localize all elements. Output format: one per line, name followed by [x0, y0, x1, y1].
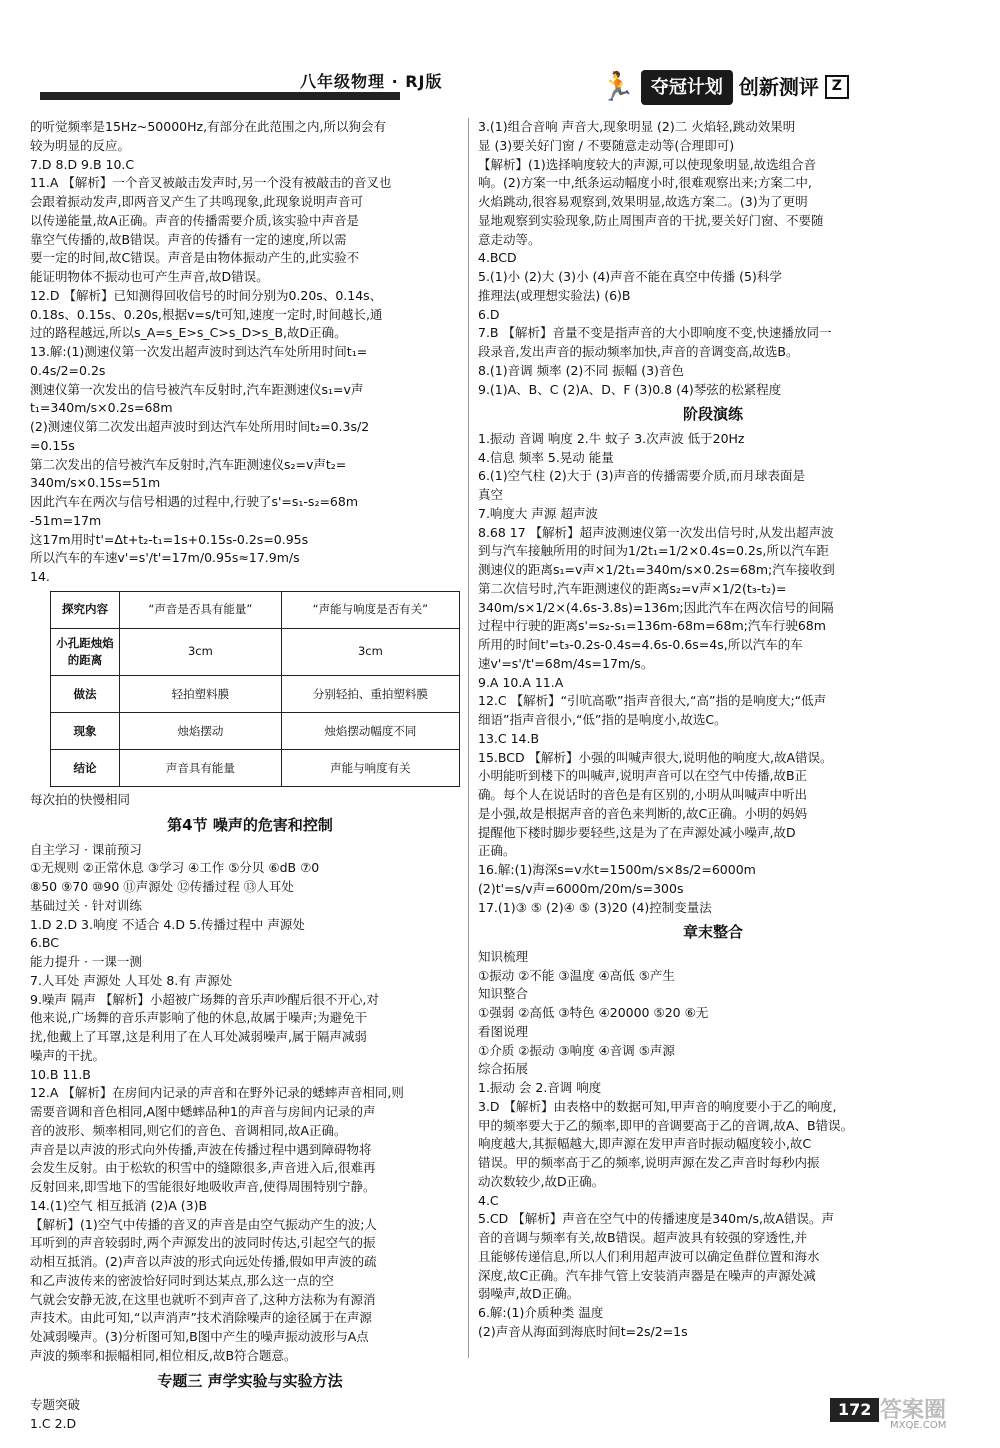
answer-line: =0.15s [30, 437, 75, 453]
answer-line: (2)声音从海面到海底时间t=2s/2=1s [478, 1323, 688, 1339]
brand-z-icon: Z [825, 75, 849, 99]
answer-line: 6.BC [30, 935, 60, 951]
table-cell: 烛焰摆动 [120, 713, 282, 750]
answer-line: 动相互抵消。(2)声音以声波的形式向远处传播,假如甲声波的疏 [30, 1254, 377, 1269]
page-number: 172 [830, 1398, 879, 1422]
answer-line: 3.D 【解析】由表格中的数据可知,甲声音的响度要小于乙的响度, [478, 1098, 837, 1114]
answer-line: (2)测速仪第二次发出超声波时到达汽车处所用时间t₂=0.3s/2 [30, 419, 370, 434]
answer-line: 13.解:(1)测速仪第一次发出超声波时到达汽车处所用时间t₁= [30, 344, 368, 359]
answer-line: ①无规则 ②正常休息 ③学习 ④工作 ⑤分贝 ⑥dB ⑦0 [30, 860, 320, 876]
answer-line: 甲的频率要大于乙的频率,即甲的音调要高于乙的音调,故A、B错误。 [478, 1117, 854, 1133]
left-answers-part3 [30, 841, 470, 1366]
section-title-summary: 章末整合 [682, 923, 743, 942]
answer-line: 3.(1)组合音响 声音大,现象明显 (2)二 火焰轻,跳动效果明 [478, 119, 796, 134]
answer-line: 弱噪声,故D正确。 [478, 1286, 580, 1302]
brand-name: 夺冠计划 [641, 70, 733, 105]
answer-line: 13.C 14.B [478, 730, 540, 746]
table-cell: 3cm [281, 628, 459, 676]
left-answers-part1 [30, 118, 470, 587]
table-cell: 探究内容 [51, 591, 120, 628]
section-title-practice: 阶段演练 [682, 405, 743, 424]
answer-line: t₁=340m/s×0.2s=68m [30, 400, 173, 416]
table-cell: 现象 [51, 713, 120, 750]
answer-line: 扰,他戴上了耳罩,这是利用了在人耳处减弱噪声,属于隔声减弱 [30, 1029, 367, 1044]
answer-line: 且能够传递信息,所以人们利用超声波可以确定鱼群位置和海水 [478, 1248, 820, 1264]
watermark-url: MXQE.COM [890, 1420, 947, 1431]
answer-line: 10.B 11.B [30, 1066, 91, 1082]
answer-line: 火焰跳动,很容易观察到,效果明显,故选方案二。(3)为了更明 [478, 194, 808, 209]
answer-line: 9.噪声 隔声 【解析】小超被广场舞的音乐声吵醒后很不开心,对 [30, 991, 379, 1007]
table-cell: 烛焰摆动幅度不同 [281, 713, 459, 750]
answer-line: 1.C 2.D [30, 1415, 77, 1431]
table-cell: 声能与响度有关 [281, 750, 459, 787]
answer-line: 过程中行驶的距离s'=s₂-s₁=136m-68m=68m;汽车行驶68m [478, 618, 826, 634]
answer-line: 能证明物体不振动也可产生声音,故D错误。 [30, 269, 269, 284]
answer-line: 1.振动 会 2.音调 响度 [478, 1080, 602, 1095]
answer-line: 测速仪的距离s₁=v声×1/2t₁=340m/s×0.2s=68m;汽车接收到 [478, 562, 835, 577]
answer-line: 340m/s×1/2×(4.6s-3.8s)=136m;因此汽车在两次信号的间隔 [478, 599, 834, 615]
table-cell: 做法 [51, 676, 120, 713]
brand-subtitle: 创新测评 [738, 75, 819, 99]
answer-line: 第二次信号时,汽车距测速仪的距离s₂=v声×1/2(t₃-t₂)= [478, 580, 787, 596]
answer-line: 正确。 [478, 843, 516, 859]
answer-line: 12.D 【解析】已知测得回收信号的时间分别为0.20s、0.14s、 [30, 287, 383, 303]
answer-line: 15.BCD 【解析】小强的叫喊声很大,说明他的响度大,故A错误。 [478, 749, 833, 765]
experiment-table [50, 591, 460, 788]
answer-line: 能力提升 · 一课一测 [30, 954, 142, 969]
answer-line: ①振动 ②不能 ③温度 ④高低 ⑤产生 [478, 967, 675, 983]
answer-line: 自主学习 · 课前预习 [30, 841, 142, 857]
answer-line: 深度,故C正确。汽车排气管上安装消声器是在噪声的声源处减 [478, 1267, 816, 1283]
answer-line: 7.D 8.D 9.B 10.C [30, 156, 135, 172]
answer-line: ①介质 ②振动 ③响度 ④音调 ⑤声源 [478, 1042, 675, 1058]
answer-line: 提醒他下楼时脚步要轻些,这是为了在声源处减小噪声,故D [478, 824, 796, 840]
answer-line: (2)t'=s/v声=6000m/20m/s=300s [478, 880, 684, 896]
answer-line: ⑧50 ⑨70 ⑩90 ⑪声源处 ⑫传播过程 ⑬人耳处 [30, 879, 294, 894]
answer-line: 【解析】(1)选择响度较大的声源,可以使现象明显,故选组合音 [478, 156, 817, 172]
page-header [0, 60, 1000, 112]
section-title-noise: 第4节 噪声的危害和控制 [167, 816, 333, 834]
right-answers-part2 [478, 430, 948, 918]
answer-line: 14.(1)空气 相互抵消 (2)A (3)B [30, 1197, 208, 1213]
answer-line: 意走动等。 [478, 231, 541, 247]
answer-line: 6.D [478, 306, 500, 322]
answer-line: 16.解:(1)海深s=v水t=1500m/s×8s/2=6000m [478, 862, 756, 877]
answer-line: 声波的频率和振幅相同,相位相反,故B符合题意。 [30, 1347, 297, 1363]
answer-line: 0.18s、0.15s、0.20s,根据v=s/t可知,速度一定时,时间越长,通 [30, 306, 383, 322]
answer-line: 真空 [478, 487, 504, 502]
brand-logo [600, 66, 849, 108]
answer-line: 和乙声波传来的密波恰好同时到达某点,那么这一点的空 [30, 1272, 334, 1288]
answer-line: 响。(2)方案一中,纸条运动幅度小时,很难观察出来;方案二中, [478, 175, 812, 191]
answer-line: 14. [30, 569, 50, 584]
right-answers-part1 [478, 118, 948, 399]
answer-line: 这17m用时t'=Δt+t₂-t₁=1s+0.15s-0.2s=0.95s [30, 531, 309, 547]
answer-line: 会发生反射。由于松软的积雪中的缝隙很多,声音进入后,很难再 [30, 1160, 376, 1176]
answer-line: 会跟着振动发声,即两音叉产生了共鸣现象,此现象说明声音可 [30, 194, 363, 209]
table-cell: “声音是否具有能量” [120, 591, 282, 628]
answer-line: 确。每个人在说话时的音色是有区别的,小明从叫喊声中听出 [478, 787, 807, 802]
answer-line: 因此汽车在两次与信号相遇的过程中,行驶了s'=s₁-s₂=68m [30, 494, 359, 509]
answer-line: 音的波形、频率相同,则它们的音色、音调相同,故A正确。 [30, 1122, 347, 1138]
answer-line: 基础过关 · 针对训练 [30, 897, 142, 913]
answer-line: 9.(1)A、B、C (2)A、D、F (3)0.8 (4)琴弦的松紧程度 [478, 381, 782, 397]
answer-line: 知识整合 [478, 986, 529, 1002]
answer-line: 错误。甲的频率高于乙的频率,说明声源在发乙声音时每秒内振 [478, 1155, 820, 1170]
answer-line: 所用的时间t'=t₃-0.2s-0.4s=4.6s-0.6s=4s,所以汽车的车 [478, 637, 803, 652]
answer-line: 是小强,故是根据声音的音色来判断的,故C正确。小明的妈妈 [478, 805, 808, 821]
answer-line: 的听觉频率是15Hz~50000Hz,有部分在此范围之内,所以狗会有 [30, 119, 387, 134]
answer-line: 要一定的时间,故C错误。声音是由物体振动产生的,此实验不 [30, 250, 360, 266]
answer-line: 气就会安静无波,在这里也就听不到声音了,这种方法称为有源消 [30, 1291, 376, 1307]
answer-line: 每次拍的快慢相同 [30, 792, 131, 808]
answer-line: 显 (3)要关好门窗 / 不要随意走动等(合理即可) [478, 137, 735, 153]
answer-line: 4.C [478, 1192, 499, 1208]
answer-line: 1.振动 音调 响度 2.牛 蚊子 3.次声波 低于20Hz [478, 430, 745, 446]
table-cell: 分别轻拍、重拍塑料膜 [281, 676, 459, 713]
table-row [51, 591, 460, 628]
answer-line: 显地观察到实验现象,防止周围声音的干扰,要关好门窗、不要随 [478, 212, 824, 228]
answer-line: 专题突破 [30, 1397, 81, 1412]
answer-line: 知识梳理 [478, 948, 529, 964]
answer-line: 7.响度大 声源 超声波 [478, 505, 598, 521]
answer-line: 1.D 2.D 3.响度 不适合 4.D 5.传播过程中 声源处 [30, 916, 305, 932]
table-row [51, 628, 460, 676]
answer-line: 较为明显的反应。 [30, 137, 131, 153]
answer-line: 靠空气传播的,故B错误。声音的传播有一定的速度,所以需 [30, 231, 347, 247]
answer-line: 声技术。由此可知,“以声消声”技术消除噪声的途径属于在声源 [30, 1310, 372, 1326]
answer-line: 4.信息 频率 5.晃动 能量 [478, 449, 614, 465]
header-title: 八年级物理 · RJ版 [300, 72, 443, 91]
answer-line: 340m/s×0.15s=51m [30, 475, 161, 491]
answer-line: 处减弱噪声。(3)分析图可知,B图中产生的噪声振动波形与A点 [30, 1329, 369, 1344]
answer-line: 过的路程越远,所以s_A=s_E>s_C>s_D>s_B,故D正确。 [30, 325, 347, 341]
answer-line: -51m=17m [30, 512, 102, 528]
answer-line: 5.(1)小 (2)大 (3)小 (4)声音不能在真空中传播 (5)科学 [478, 269, 782, 284]
answer-line: 9.A 10.A 11.A [478, 674, 564, 690]
answer-line: 11.A 【解析】一个音叉被敲击发声时,另一个没有被敲击的音叉也 [30, 175, 392, 191]
section-title-special: 专题三 声学实验与实验方法 [157, 1371, 343, 1390]
left-answers-part2 [30, 791, 470, 810]
right-column [478, 118, 948, 1342]
answer-line: 所以汽车的车速v'=s'/t'=17m/0.95s≈17.9m/s [30, 550, 300, 566]
table-cell: 结论 [51, 750, 120, 787]
answer-line: 0.4s/2=0.2s [30, 362, 106, 378]
table-cell: 轻拍塑料膜 [120, 676, 282, 713]
watermark: 答案圈 [880, 1398, 947, 1423]
answer-line: 耳听到的声音较弱时,两个声源发出的波同时传达,引起空气的振 [30, 1235, 376, 1251]
answer-line: 速v'=s'/t'=68m/4s=17m/s。 [478, 655, 654, 671]
table-cell: 3cm [120, 628, 282, 676]
answer-line: 12.C 【解析】“引吭高歌”指声音很大,“高”指的是响度大;“低声 [478, 693, 827, 709]
answer-line: 需要音调和音色相同,A图中蟋蟀品种1的声音与房间内记录的声 [30, 1104, 376, 1119]
table-cell: 小孔距烛焰的距离 [51, 628, 120, 676]
answer-line: 响度越大,其振幅越大,即声源在发甲声音时振动幅度较小,故C [478, 1136, 812, 1152]
answer-line: 8.(1)音调 频率 (2)不同 振幅 (3)音色 [478, 362, 684, 378]
table-row [51, 713, 460, 750]
answer-line: 推理法(或理想实验法) (6)B [478, 287, 631, 303]
answer-line: 第二次发出的信号被汽车反射时,汽车距测速仪s₂=v声t₂= [30, 456, 347, 472]
page-footer [760, 1390, 1000, 1430]
runner-icon: 🏃 [600, 70, 635, 103]
answer-line: 段录音,发出声音的振动频率加快,声音的音调变高,故选B。 [478, 344, 799, 359]
answer-line: 动次数较少,故D正确。 [478, 1173, 605, 1189]
answer-line: 5.CD 【解析】声音在空气中的传播速度是340m/s,故A错误。声 [478, 1211, 835, 1227]
answer-line: 他来说,广场舞的音乐声影响了他的休息,故属于噪声;为避免干 [30, 1010, 368, 1026]
table-cell: 声音具有能量 [120, 750, 282, 787]
answer-line: 细语”指声音很小,“低”指的是响度小,故选C。 [478, 712, 727, 727]
table-cell: “声能与响度是否有关” [281, 591, 459, 628]
answer-line: 看图说理 [478, 1023, 529, 1039]
answer-line: 8.68 17 【解析】超声波测速仪第一次发出信号时,从发出超声波 [478, 524, 834, 540]
answer-line: 6.解:(1)介质种类 温度 [478, 1305, 604, 1320]
answer-line: 6.(1)空气柱 (2)大于 (3)声音的传播需要介质,而月球表面是 [478, 468, 805, 484]
answer-line: 测速仪第一次发出的信号被汽车反射时,汽车距测速仪s₁=v声 [30, 381, 364, 397]
left-column [30, 118, 470, 1434]
answer-line: 反射回来,即雪地下的雪能很好地吸收声音,使得周围特别宁静。 [30, 1179, 376, 1194]
answer-line: 到与汽车接触所用的时间为1/2t₁=1/2×0.4s=0.2s,所以汽车距 [478, 543, 829, 559]
answer-line: ①强弱 ②高低 ③特色 ④20000 ⑤20 ⑥无 [478, 1005, 709, 1020]
answer-line: 7.人耳处 声源处 人耳处 8.有 声源处 [30, 972, 233, 988]
answer-line: 12.A 【解析】在房间内记录的声音和在野外记录的蟋蟀声音相同,则 [30, 1085, 404, 1101]
answer-line: 以传递能量,故A正确。声音的传播需要介质,该实验中声音是 [30, 212, 359, 228]
answer-line: 音的音调与频率有关,故B错误。超声波具有较强的穿透性,并 [478, 1230, 808, 1245]
answer-line: 4.BCD [478, 250, 517, 266]
answer-line: 17.(1)③ ⑤ (2)④ ⑤ (3)20 (4)控制变量法 [478, 899, 712, 915]
answer-line: 声音是以声波的形式向外传播,声波在传播过程中遇到障碍物将 [30, 1141, 372, 1157]
table-row [51, 676, 460, 713]
table-row [51, 750, 460, 787]
right-answers-part3 [478, 948, 948, 1342]
answer-line: 噪声的干扰。 [30, 1047, 106, 1063]
answer-line: 7.B 【解析】音量不变是指声音的大小即响度不变,快速播放同一 [478, 325, 832, 341]
answer-line: 【解析】(1)空气中传播的音叉的声音是由空气振动产生的波;人 [30, 1216, 377, 1232]
answer-line: 综合拓展 [478, 1061, 529, 1077]
left-answers-part4 [30, 1396, 470, 1434]
answer-line: 小明能听到楼下的叫喊声,说明声音可以在空气中传播,故B正 [478, 768, 808, 784]
